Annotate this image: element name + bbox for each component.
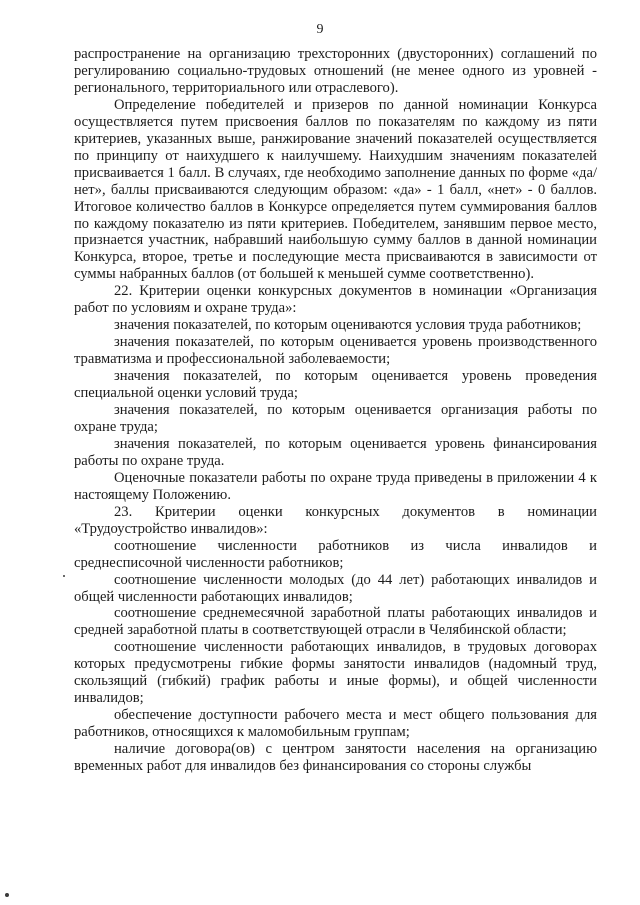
clause-23-heading: 23. Критерии оценки конкурсных документов в номинации «Трудоустройство инвалидов»: xyxy=(74,503,597,537)
criterion-working-conditions: значения показателей, по которым оцениваются условия труда работников; xyxy=(114,317,582,334)
document-body xyxy=(74,46,597,775)
criterion-young-disabled-share: соотношение численности молодых (до 44 лет) работающих инвалидов и общей численности работающих инвалидов; xyxy=(74,571,597,605)
criterion-flexible-employment: соотношение численности работающих инвалидов, в трудовых договорах которых предусмотрены гибкие формы занятости инвалидов (надомный труд, скользящий (гибкий) график работы и иные формы), и общей численности инвалидов; xyxy=(74,639,597,707)
criterion-special-assessment: значения показателей, по которым оценивается уровень проведения специальной оценки условий труда; xyxy=(74,368,597,402)
criterion-safety-financing: значения показателей, по которым оценивается уровень финансирования работы по охране труда. xyxy=(74,435,597,469)
paragraph-winners-determination: Определение победителей и призеров по данной номинации Конкурса осуществляется путем присвоения баллов по показателям по каждому из пяти критериев, указанных выше, ранжирование значений показателей осуществляется по принципу от наихудшего к наилучшему. Наихудшим значениям показателей присваивается 1 балл. В случаях, где необходимо заполнение данных по форме «да/нет», баллы присваиваются следующим образом: «да» - 1 балл, «нет» - 0 баллов. Итоговое количество баллов в Конкурсе определяется путем суммирования баллов по каждому показателю из пяти критериев. Победителем, занявшим первое место, признается участник, набравший наибольшую сумму баллов в данной номинации Конкурса, второе, третье и последующие места присваиваются в зависимости от суммы набранных баллов (от большей к меньшей сумме соответственно). xyxy=(74,96,597,283)
criterion-safety-organization: значения показателей, по которым оценивается организация работы по охране труда; xyxy=(74,402,597,435)
scan-speck xyxy=(63,575,65,577)
criterion-disabled-share: соотношение численности работников из числа инвалидов и среднесписочной численности работников; xyxy=(74,537,597,571)
paragraph-appendix-reference: Оценочные показатели работы по охране труда приведены в приложении 4 к настоящему Положению. xyxy=(74,469,597,503)
scan-speck xyxy=(5,893,9,897)
paragraph-agreements-continuation: распространение на организацию трехсторонних (двусторонних) соглашений по регулированию социально-трудовых отношений (не менее одного из уровней - регионального, территориального или отраслевого). xyxy=(74,46,597,96)
page-number: 9 xyxy=(316,22,324,37)
clause-22-heading: 22. Критерии оценки конкурсных документов в номинации «Организация работ по условиям и охране труда»: xyxy=(74,283,597,317)
criterion-employment-center-contract: наличие договора(ов) с центром занятости населения на организацию временных работ для инвалидов без финансирования со стороны службы xyxy=(74,741,597,775)
criterion-workplace-accessibility: обеспечение доступности рабочего места и мест общего пользования для работников, относящихся к маломобильным группам; xyxy=(74,707,597,741)
criterion-salary-ratio: соотношение среднемесячной заработной платы работающих инвалидов и средней заработной платы в соответствующей отрасли в Челябинской области; xyxy=(74,605,597,639)
criterion-injury-level: значения показателей, по которым оценивается уровень производственного травматизма и профессиональной заболеваемости; xyxy=(74,334,597,368)
